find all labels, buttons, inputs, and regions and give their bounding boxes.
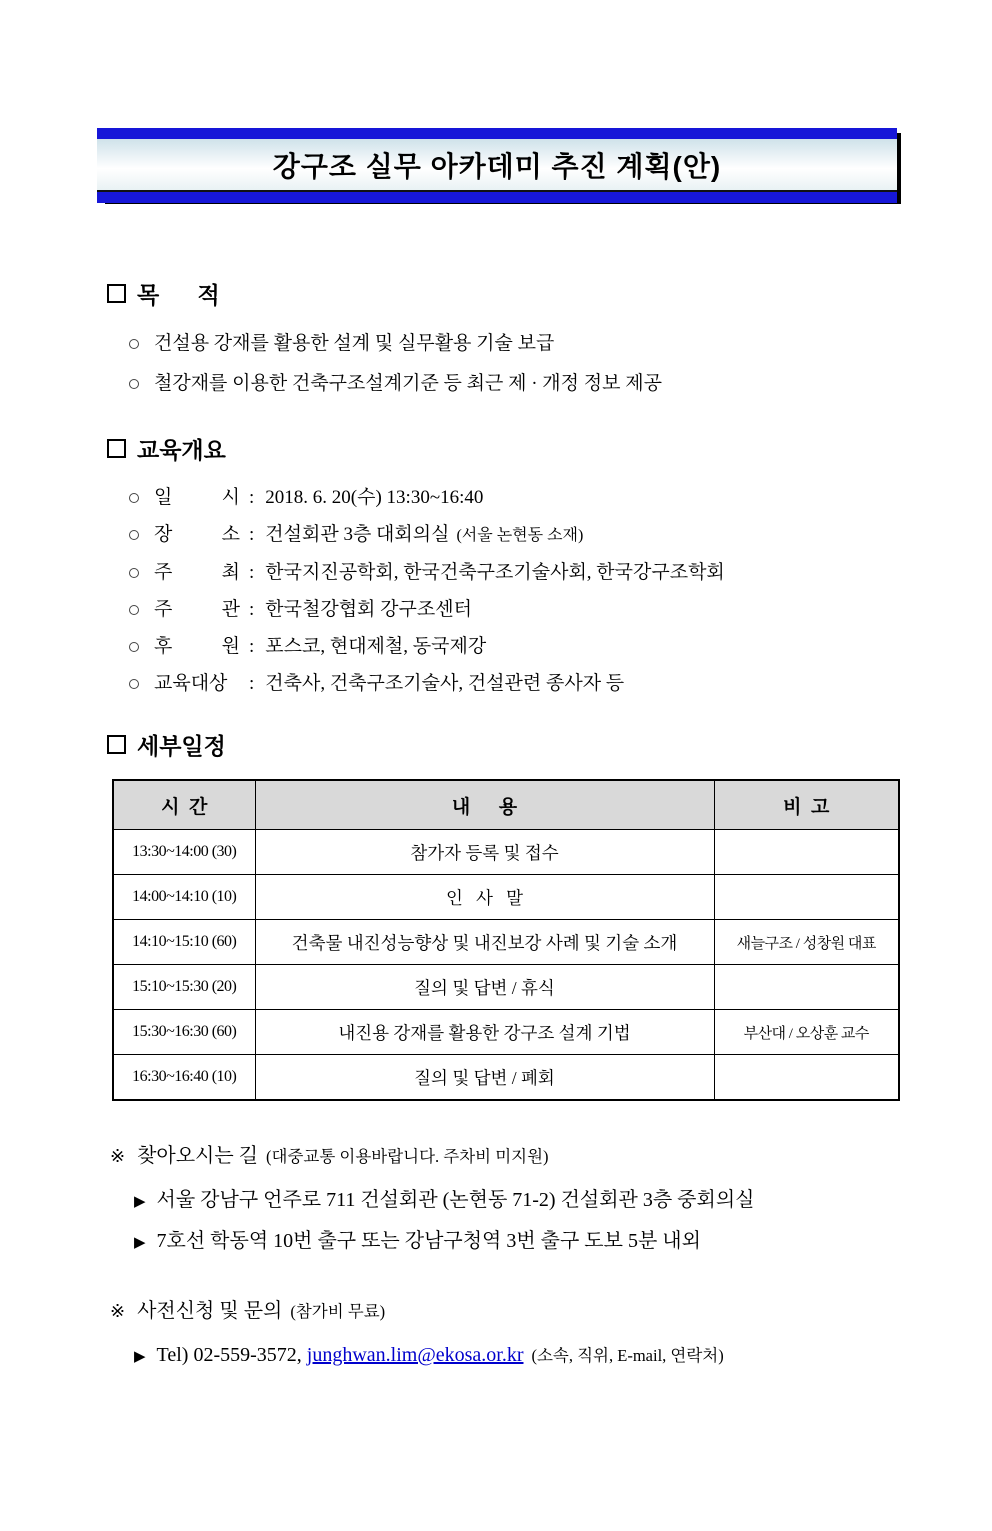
arrow-bullet-icon: ▶ bbox=[134, 1347, 146, 1365]
directions-item-text: 7호선 학동역 10번 출구 또는 강남구청역 3번 출구 도보 5분 내외 bbox=[156, 1230, 701, 1252]
section-directions bbox=[110, 1141, 897, 1262]
table-row bbox=[113, 1055, 899, 1101]
cell-content: 건축물 내진성능향상 및 내진보강 사례 및 기술 소개 bbox=[255, 920, 714, 965]
page-title: 강구조 실무 아카데미 추진 계획(안) bbox=[272, 151, 722, 182]
list-item bbox=[129, 364, 897, 404]
purpose-item-text: 건설용 강재를 활용한 설계 및 실무활용 기술 보급 bbox=[154, 333, 555, 354]
schedule-heading bbox=[107, 728, 897, 761]
overview-value: 한국철강협회 강구조센터 bbox=[265, 599, 472, 620]
cell-note bbox=[714, 875, 899, 920]
cell-content: 질의 및 답변 / 휴식 bbox=[255, 965, 714, 1010]
overview-list bbox=[129, 479, 897, 702]
circle-bullet-icon bbox=[129, 642, 139, 652]
section-purpose bbox=[107, 277, 897, 404]
purpose-heading-label: 목 적 bbox=[137, 282, 220, 308]
arrow-bullet-icon: ▶ bbox=[134, 1192, 146, 1210]
title-banner-background bbox=[97, 139, 897, 192]
overview-heading-label: 교육개요 bbox=[137, 437, 226, 463]
directions-item-text: 서울 강남구 언주로 711 건설회관 (논현동 71-2) 건설회관 3층 중회의실 bbox=[156, 1189, 755, 1211]
list-item bbox=[129, 324, 897, 364]
section-overview bbox=[107, 432, 897, 702]
circle-bullet-icon bbox=[129, 530, 139, 540]
overview-row-sponsor bbox=[129, 628, 897, 665]
overview-label: 주 관 bbox=[154, 599, 240, 620]
list-item bbox=[134, 1221, 897, 1262]
circle-bullet-icon bbox=[129, 568, 139, 578]
schedule-heading-label: 세부일정 bbox=[137, 733, 226, 759]
table-header-row bbox=[113, 780, 899, 830]
overview-value: 한국지진공학회, 한국건축구조기술사회, 한국강구조학회 bbox=[265, 562, 725, 583]
overview-value: 건설회관 3층 대회의실 bbox=[265, 524, 450, 545]
table-row bbox=[113, 965, 899, 1010]
title-banner bbox=[97, 128, 897, 203]
circle-bullet-icon bbox=[129, 605, 139, 615]
overview-label: 일 시 bbox=[154, 487, 240, 508]
circle-bullet-icon bbox=[129, 679, 139, 689]
overview-label: 주 최 bbox=[154, 562, 240, 583]
overview-value: 포스코, 현대제철, 동국제강 bbox=[265, 636, 487, 657]
table-row bbox=[113, 920, 899, 965]
document-page bbox=[97, 128, 897, 1376]
circle-bullet-icon bbox=[129, 493, 139, 503]
overview-row-organizer bbox=[129, 591, 897, 628]
directions-list bbox=[134, 1180, 897, 1262]
square-bullet-icon bbox=[107, 284, 126, 303]
overview-row-datetime bbox=[129, 479, 897, 516]
table-row bbox=[113, 830, 899, 875]
overview-value: 2018. 6. 20(수) 13:30~16:40 bbox=[265, 487, 484, 508]
square-bullet-icon bbox=[107, 439, 126, 458]
schedule-table bbox=[112, 779, 900, 1101]
cell-note bbox=[714, 830, 899, 875]
list-item bbox=[134, 1180, 897, 1221]
reference-mark-icon: ※ bbox=[110, 1146, 126, 1166]
label-separator: : bbox=[249, 636, 255, 657]
cell-note: 새늘구조 / 성창원 대표 bbox=[714, 920, 899, 965]
square-bullet-icon bbox=[107, 735, 126, 754]
reference-mark-icon: ※ bbox=[110, 1301, 126, 1321]
overview-label: 장 소 bbox=[154, 524, 240, 545]
directions-heading-label: 찾아오시는 길 bbox=[137, 1145, 259, 1167]
cell-time: 16:30~16:40 (10) bbox=[113, 1055, 255, 1101]
overview-value: 건축사, 건축구조기술사, 건설관련 종사자 등 bbox=[265, 673, 625, 694]
cell-time: 15:10~15:30 (20) bbox=[113, 965, 255, 1010]
overview-value-note: (서울 논현동 소재) bbox=[456, 527, 584, 544]
column-header-content: 내 용 bbox=[255, 780, 714, 830]
directions-heading-note: (대중교통 이용바랍니다. 주차비 미지원) bbox=[266, 1147, 549, 1166]
contact-email-note: (소속, 직위, E-mail, 연락처) bbox=[531, 1346, 724, 1365]
contact-tel: Tel) 02-559-3572, bbox=[156, 1344, 302, 1366]
cell-note bbox=[714, 965, 899, 1010]
purpose-heading bbox=[107, 277, 897, 310]
overview-heading bbox=[107, 432, 897, 465]
label-separator: : bbox=[249, 599, 255, 620]
circle-bullet-icon bbox=[129, 379, 139, 389]
cell-time: 14:10~15:10 (60) bbox=[113, 920, 255, 965]
table-row bbox=[113, 1010, 899, 1055]
cell-content: 질의 및 답변 / 폐회 bbox=[255, 1055, 714, 1101]
column-header-time: 시 간 bbox=[113, 780, 255, 830]
cell-content: 참가자 등록 및 접수 bbox=[255, 830, 714, 875]
overview-label: 후 원 bbox=[154, 636, 240, 657]
cell-note bbox=[714, 1055, 899, 1101]
contact-line bbox=[134, 1335, 897, 1376]
label-separator: : bbox=[249, 673, 255, 694]
cell-content: 내진용 강재를 활용한 강구조 설계 기법 bbox=[255, 1010, 714, 1055]
label-separator: : bbox=[249, 524, 255, 545]
overview-label: 교육대상 bbox=[154, 673, 228, 694]
overview-row-venue bbox=[129, 516, 897, 554]
section-schedule bbox=[107, 728, 897, 761]
label-separator: : bbox=[249, 562, 255, 583]
cell-note: 부산대 / 오상훈 교수 bbox=[714, 1010, 899, 1055]
overview-row-host bbox=[129, 554, 897, 591]
circle-bullet-icon bbox=[129, 339, 139, 349]
column-header-note: 비 고 bbox=[714, 780, 899, 830]
email-link[interactable]: junghwan.lim@ekosa.or.kr bbox=[306, 1344, 524, 1366]
label-separator: : bbox=[249, 487, 255, 508]
cell-time: 15:30~16:30 (60) bbox=[113, 1010, 255, 1055]
arrow-bullet-icon: ▶ bbox=[134, 1233, 146, 1251]
overview-row-audience bbox=[129, 665, 897, 702]
table-row bbox=[113, 875, 899, 920]
contact-heading-note: (참가비 무료) bbox=[290, 1302, 386, 1321]
cell-time: 14:00~14:10 (10) bbox=[113, 875, 255, 920]
directions-heading bbox=[110, 1141, 897, 1172]
section-contact bbox=[110, 1296, 897, 1376]
cell-content: 인 사 말 bbox=[255, 875, 714, 920]
contact-heading bbox=[110, 1296, 897, 1327]
contact-list bbox=[134, 1335, 897, 1376]
purpose-list bbox=[129, 324, 897, 404]
contact-heading-label: 사전신청 및 문의 bbox=[137, 1300, 283, 1322]
cell-time: 13:30~14:00 (30) bbox=[113, 830, 255, 875]
purpose-item-text: 철강재를 이용한 건축구조설계기준 등 최근 제 · 개정 정보 제공 bbox=[154, 373, 662, 394]
